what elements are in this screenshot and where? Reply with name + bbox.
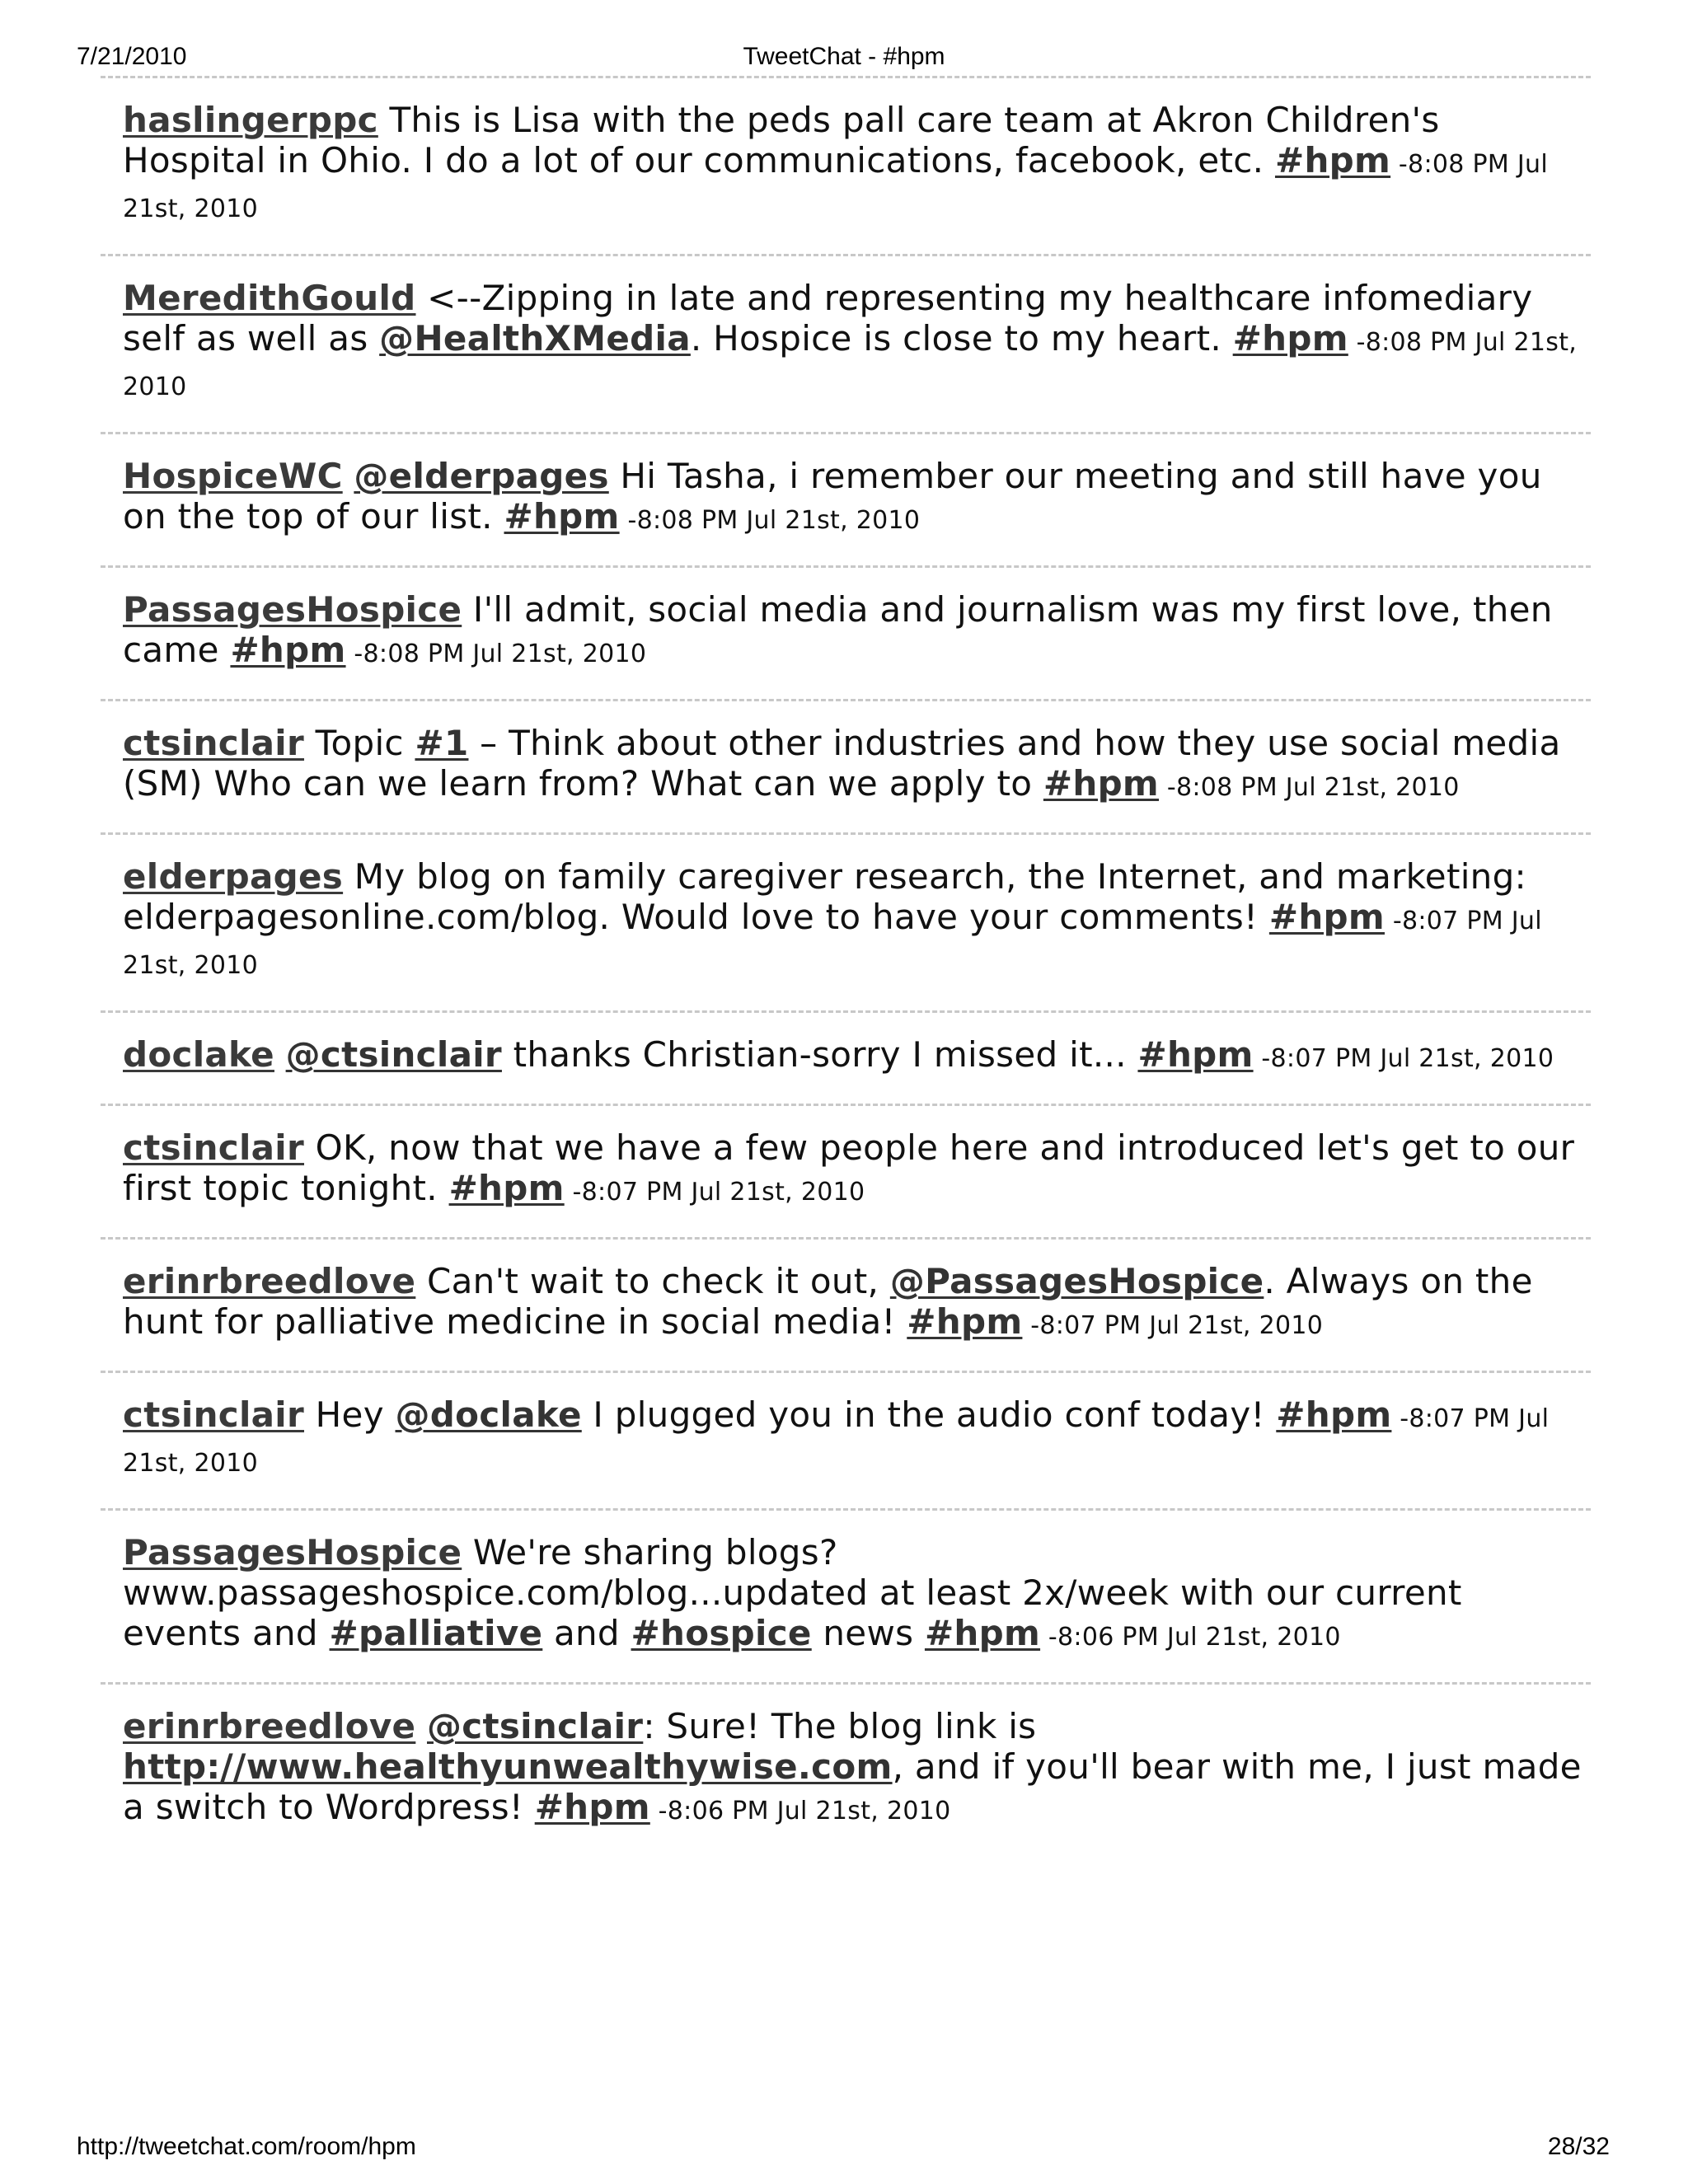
tweet-text: [343, 456, 354, 496]
tweet-text: OK, now that we have a few people here and introduced let's get to our first topic tonight.: [123, 1127, 1575, 1208]
tweet-item: [101, 701, 1591, 835]
tweet-text: Can't wait to check it out,: [415, 1261, 890, 1301]
mention-link[interactable]: @ctsinclair: [285, 1034, 502, 1075]
page-footer: [0, 2133, 1688, 2166]
tweet-timestamp: -8:08 PM Jul 21st, 2010: [1159, 773, 1460, 802]
tweet-text: . Always on the hunt for palliative medicine in social media!: [123, 1261, 1533, 1342]
username-link[interactable]: ctsinclair: [123, 1127, 305, 1168]
tweet-timestamp: -8:08 PM Jul 21st, 2010: [123, 150, 1548, 223]
hashtag-link[interactable]: #hpm: [1274, 140, 1391, 180]
mention-link[interactable]: @HealthXMedia: [379, 318, 691, 359]
hashtag-link[interactable]: #hpm: [534, 1787, 650, 1827]
hashtag-link[interactable]: #hpm: [504, 496, 620, 537]
username-link[interactable]: doclake: [123, 1034, 274, 1075]
tweet-text: . Hospice is close to my heart.: [690, 318, 1233, 359]
tweet-text: This is Lisa with the peds pall care team at Akron Children's Hospital in Ohio. I do a lot of our communications, facebook, etc.: [123, 100, 1440, 180]
hashtag-link[interactable]: #1: [415, 723, 469, 763]
mention-link[interactable]: @doclake: [395, 1394, 582, 1435]
tweet-text: : Sure! The blog link is: [643, 1706, 1037, 1746]
tweet-item: [101, 1685, 1591, 1856]
tweet-text: [415, 1706, 427, 1746]
tweet-text: I'll admit, social media and journalism was my first love, then came: [123, 589, 1553, 670]
tweet-timestamp: -8:06 PM Jul 21st, 2010: [1040, 1623, 1341, 1652]
tweet-item: [101, 1106, 1591, 1240]
tweet-item: [101, 835, 1591, 1013]
mention-link[interactable]: @PassagesHospice: [889, 1261, 1264, 1301]
username-link[interactable]: ctsinclair: [123, 723, 305, 763]
tweet-text: I plugged you in the audio conf today!: [581, 1394, 1277, 1435]
print-date: 7/21/2010: [77, 43, 187, 70]
tweet-timestamp: -8:08 PM Jul 21st, 2010: [123, 328, 1578, 401]
hashtag-link[interactable]: #hpm: [230, 630, 346, 670]
tweet-list: [101, 76, 1591, 1856]
username-link[interactable]: PassagesHospice: [123, 1532, 462, 1572]
tweet-timestamp: -8:07 PM Jul 21st, 2010: [564, 1178, 865, 1207]
tweet-text: and: [542, 1613, 631, 1653]
tweet-timestamp: -8:08 PM Jul 21st, 2010: [345, 640, 647, 668]
username-link[interactable]: erinrbreedlove: [123, 1261, 416, 1301]
hashtag-link[interactable]: #hpm: [1232, 318, 1348, 359]
tweet-text: news: [811, 1613, 925, 1653]
tweet-item: [101, 1511, 1591, 1685]
tweet-item: [101, 1373, 1591, 1511]
username-link[interactable]: erinrbreedlove: [123, 1706, 416, 1746]
tweet-timestamp: -8:08 PM Jul 21st, 2010: [619, 506, 921, 535]
tweet-item: [101, 568, 1591, 701]
hashtag-link[interactable]: #hpm: [448, 1168, 565, 1208]
page-title: TweetChat - #hpm: [743, 43, 945, 70]
mention-link[interactable]: @ctsinclair: [427, 1706, 644, 1746]
page-url: http://tweetchat.com/room/hpm: [77, 2133, 416, 2160]
tweet-text: <--Zipping in late and representing my healthcare infomediary self as well as: [123, 278, 1533, 359]
tweet-item: [101, 1240, 1591, 1373]
hashtag-link[interactable]: #hospice: [631, 1613, 812, 1653]
hashtag-link[interactable]: #hpm: [924, 1613, 1041, 1653]
tweet-item: [101, 1013, 1591, 1106]
hashtag-link[interactable]: #hpm: [1043, 763, 1159, 804]
tweet-text: [274, 1034, 286, 1075]
tweet-text: , and if you'll bear with me, I just made a switch to Wordpress!: [123, 1746, 1582, 1827]
tweet-timestamp: -8:06 PM Jul 21st, 2010: [649, 1797, 951, 1825]
tweet-text: Hi Tasha, i remember our meeting and still have you on the top of our list.: [123, 456, 1542, 537]
url-link[interactable]: http://www.healthyunwealthywise.com: [123, 1746, 893, 1787]
tweet-item: [101, 434, 1591, 568]
hashtag-link[interactable]: #hpm: [907, 1301, 1023, 1342]
tweet-text: Hey: [304, 1394, 396, 1435]
tweet-item: [101, 256, 1591, 434]
page-number: 28/32: [1547, 2133, 1610, 2160]
tweet-text: thanks Christian-sorry I missed it...: [501, 1034, 1138, 1075]
tweet-timestamp: -8:07 PM Jul 21st, 2010: [1022, 1311, 1324, 1340]
tweet-text: My blog on family caregiver research, the Internet, and marketing: elderpagesonline.com/blog. Would love to have your comments!: [123, 856, 1527, 937]
tweet-timestamp: -8:07 PM Jul 21st, 2010: [123, 907, 1542, 980]
hashtag-link[interactable]: #palliative: [329, 1613, 543, 1653]
username-link[interactable]: MeredithGould: [123, 278, 416, 318]
page-header: [0, 43, 1688, 76]
tweet-text: We're sharing blogs? www.passageshospice.com/blog...updated at least 2x/week with our current events and: [123, 1532, 1462, 1653]
hashtag-link[interactable]: #hpm: [1137, 1034, 1254, 1075]
tweet-timestamp: -8:07 PM Jul 21st, 2010: [123, 1404, 1550, 1478]
hashtag-link[interactable]: #hpm: [1268, 897, 1385, 937]
tweet-timestamp: -8:07 PM Jul 21st, 2010: [1253, 1044, 1554, 1073]
username-link[interactable]: haslingerppc: [123, 100, 378, 140]
tweet-text: – Think about other industries and how they use social media (SM) Who can we learn from? What can we apply to: [123, 723, 1561, 804]
tweet-text: Topic: [304, 723, 415, 763]
username-link[interactable]: ctsinclair: [123, 1394, 305, 1435]
username-link[interactable]: PassagesHospice: [123, 589, 462, 630]
username-link[interactable]: elderpages: [123, 856, 344, 897]
tweet-item: [101, 78, 1591, 256]
mention-link[interactable]: @elderpages: [354, 456, 609, 496]
username-link[interactable]: HospiceWC: [123, 456, 343, 496]
hashtag-link[interactable]: #hpm: [1276, 1394, 1392, 1435]
